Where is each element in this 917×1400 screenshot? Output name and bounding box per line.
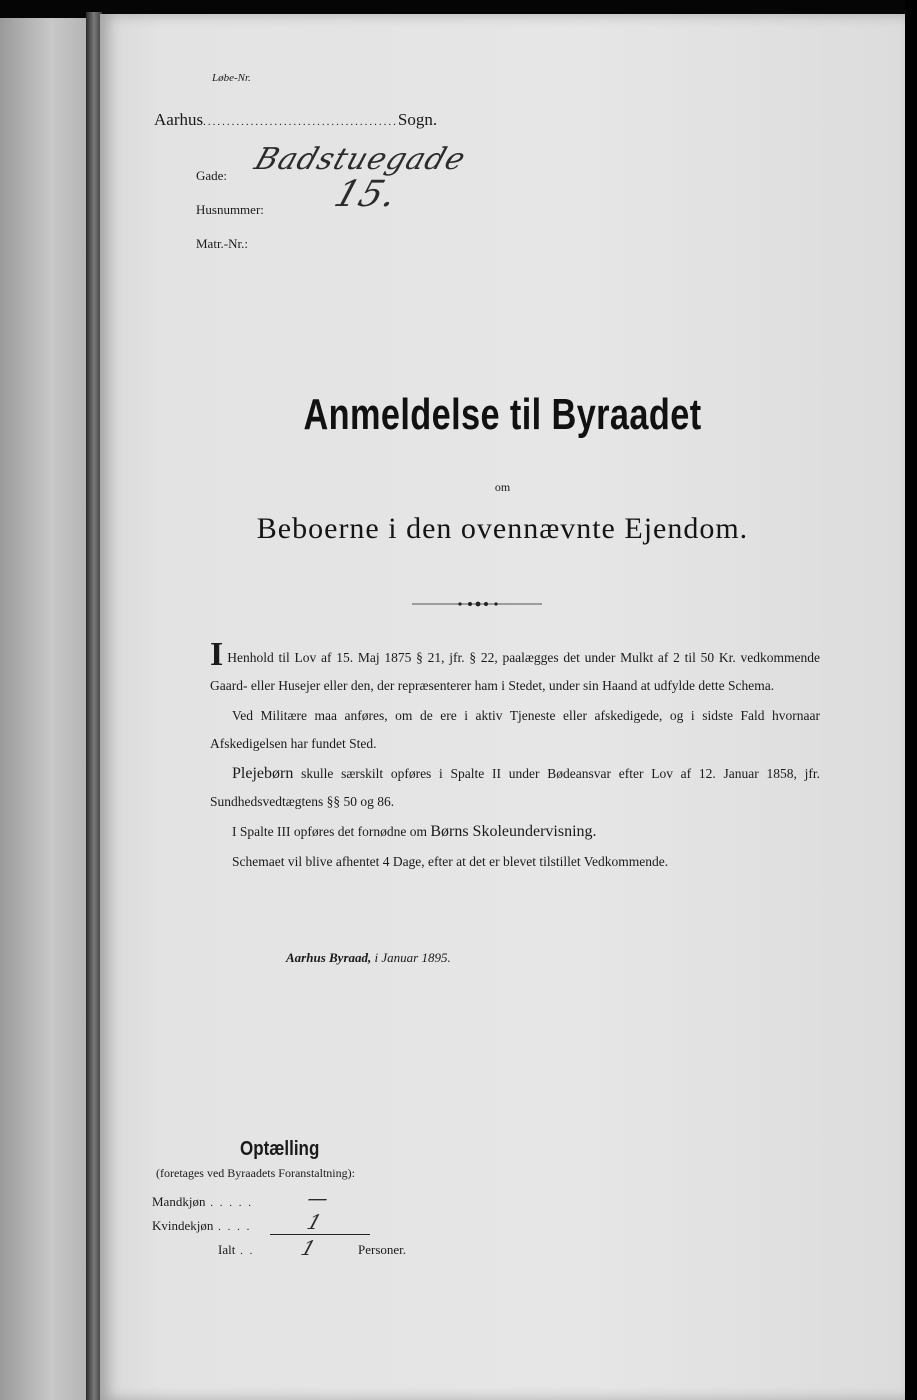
paragraph-schooling	[210, 818, 820, 846]
male-dots: . . . . .	[205, 1197, 253, 1209]
sum-rule	[270, 1234, 370, 1235]
signature-line	[286, 950, 451, 966]
page-subtitle: Beboerne i den ovennævnte Ejendom.	[256, 512, 749, 545]
parish-sogn: Sogn.	[397, 110, 438, 129]
paragraph-foster-children	[210, 760, 820, 816]
count-row-female	[152, 1218, 251, 1234]
gade-handwritten-value: Badstuegade	[250, 142, 471, 177]
left-page-edge	[0, 18, 86, 1400]
schooling-text: I Spalte III opføres det fornødne om	[232, 824, 427, 839]
matr-nr-label: Matr.-Nr.:	[196, 236, 248, 251]
signature-date: i Januar 1895.	[374, 950, 451, 965]
husnummer-label: Husnummer:	[196, 202, 264, 217]
parish-city: Aarhus	[154, 110, 204, 129]
schooling-emphasis: Børns Skoleundervisning.	[430, 823, 597, 840]
gade-label: Gade:	[196, 168, 228, 183]
parish-line	[154, 110, 437, 130]
document-page	[100, 14, 905, 1400]
husnummer-handwritten-value: 15.	[329, 174, 403, 215]
persons-label: Personer.	[358, 1242, 407, 1257]
page-title: Anmeldelse til Byraadet	[303, 390, 702, 439]
total-label: Ialt	[218, 1242, 236, 1257]
total-handwritten-value: 1	[298, 1236, 320, 1260]
title-connector: om	[494, 480, 511, 494]
ornament-divider	[412, 600, 542, 608]
count-subtitle: (foretages ved Byraadets Foranstaltning):	[156, 1166, 355, 1180]
paragraph-collection: Schemaet vil blive afhentet 4 Dage, efter at det er blevet tilstillet Vedkommende.	[232, 854, 669, 869]
male-handwritten-value: —	[304, 1186, 333, 1210]
count-row-male	[152, 1194, 253, 1210]
female-label: Kvindekjøn	[152, 1218, 214, 1233]
count-title: Optælling	[240, 1138, 320, 1160]
female-handwritten-value: 1	[304, 1210, 326, 1234]
lobe-nr-label: Løbe-Nr.	[212, 72, 251, 84]
drop-cap: I	[210, 636, 224, 673]
foster-children-emphasis: Plejebørn	[232, 765, 294, 782]
paragraph-law	[210, 636, 820, 700]
parish-dots: .........................................	[203, 116, 398, 128]
instructions-body	[210, 636, 821, 878]
female-dots: . . . .	[213, 1221, 252, 1233]
paragraph-military: Ved Militære maa anføres, om de ere i aktiv Tjeneste eller afskedigede, og i sidste Fald hvornaar Afskedigelsen har fundet Sted.	[210, 708, 820, 751]
foster-children-text: skulle særskilt opføres i Spalte II under Bødeansvar efter Lov af 12. Januar 1858, jfr. Sundhedsvedtægtens §§ 50 og 86.	[210, 766, 821, 809]
paragraph-law-text: Henhold til Lov af 15. Maj 1875 § 21, jfr. § 22, paalægges det under Mulkt af 2 til 50 Kr. vedkommende Gaard- eller Husejer eller den, der repræsenterer ham i Stedet, under sin Haand at udfylde dette Schema.	[210, 650, 820, 693]
total-dots: . .	[235, 1245, 255, 1257]
count-row-total	[218, 1242, 254, 1258]
right-border	[905, 0, 917, 1400]
male-label: Mandkjøn	[152, 1194, 206, 1209]
signature-org: Aarhus Byraad,	[286, 950, 372, 965]
